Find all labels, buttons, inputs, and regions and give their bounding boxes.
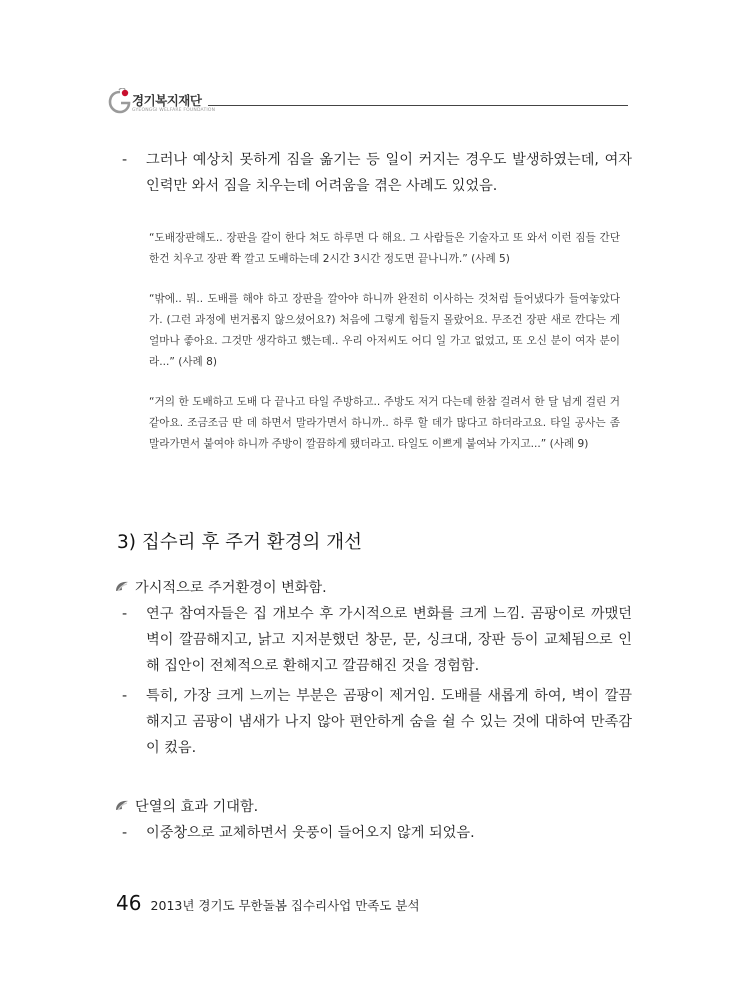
item-text: 특히, 가장 크게 느끼는 부분은 곰팡이 제거임. 도배를 새롭게 하여, 벽이 깔끔해지고 곰팡이 냄새가 나지 않아 편안하게 숨을 쉴 수 있는 것에 대하여 만족감이 컸음. <box>146 688 632 756</box>
dash-marker: - <box>122 688 128 704</box>
quote-text: “도배장판해도.. 장판을 갈이 한다 쳐도 하루면 다 해요. 그 사람들은 기술자고 또 와서 이런 짐들 간단한건 치우고 장판 쫙 깔고 도배하는데 2시간 3시간 정도면 끝나니까.” (사례 5) <box>149 232 620 265</box>
bullet-text: 단열의 효과 기대함. <box>135 799 259 815</box>
page-number: 46 <box>116 891 142 915</box>
page-footer <box>116 891 420 915</box>
item-text: 이중창으로 교체하면서 웃풍이 들어오지 않게 되었음. <box>146 825 475 841</box>
intro-list-item <box>122 147 632 199</box>
item-text: 연구 참여자들은 집 개보수 후 가시적으로 변화를 크게 느낌. 곰팡이로 까맸던 벽이 깔끔해지고, 낡고 지저분했던 창문, 문, 싱크대, 장판 등이 교체됨으로 인해 집안이 전체적으로 환해지고 깔끔해진 것을 경험함. <box>146 606 632 674</box>
bullet-text: 가시적으로 주거환경이 변화함. <box>135 580 327 596</box>
dash-marker: - <box>122 606 128 622</box>
interview-quote-1 <box>149 228 620 270</box>
bullet-heading-2 <box>114 794 258 820</box>
interview-quote-3 <box>149 392 620 455</box>
section-title: 3) 집수리 후 주거 환경의 개선 <box>117 532 362 553</box>
org-subtitle: GYEONGGI WELFARE FOUNDATION <box>132 108 216 113</box>
quote-text: “밖에.. 뭐.. 도배를 해야 하고 장판을 깔아야 하니까 완전히 이사하는 것처럼 들어냈다가 들여놓았다가. (그런 과정에 번거롭지 않으셨어요?) 처음에 그렇게 힘들지 몰랐어요. 무조건 장판 새로 깐다는 게 얼마나 좋아요. 그것만 생각하고 했는데.. 우리 아저씨도 어디 일 가고 없었고, 또 오신 분이 여자 분이라...” (사례 8) <box>149 293 620 368</box>
page-header <box>108 88 628 122</box>
intro-text: 그러나 예상치 못하게 짐을 옮기는 등 일이 커지는 경우도 발생하였는데, 여자 인력만 와서 짐을 치우는데 어려움을 겪은 사례도 있었음. <box>146 152 632 194</box>
foundation-logo-icon <box>108 88 132 114</box>
bullet-heading-1 <box>114 575 327 601</box>
interview-quote-2 <box>149 289 620 373</box>
dash-marker: - <box>122 825 128 841</box>
org-name: 경기복지재단 <box>132 93 202 108</box>
bullet-swirl-icon <box>114 579 130 593</box>
bullet-1-item-1 <box>122 601 632 679</box>
header-divider <box>208 105 628 106</box>
report-title: 2013년 경기도 무한돌봄 집수리사업 만족도 분석 <box>150 898 420 913</box>
bullet-swirl-icon <box>114 798 130 812</box>
dash-marker: - <box>122 152 128 168</box>
quote-text: “거의 한 도배하고 도배 다 끝나고 타일 주방하고.. 주방도 저거 다는데 한참 걸려서 한 달 넘게 걸린 거 같아요. 조금조금 딴 데 하면서 말라가면서 하니까.. 하루 할 데가 많다고 하더라고요. 타일 공사는 좀 말라가면서 붙여야 하니까 주방이 깔끔하게 됐더라고. 타일도 이쁘게 붙여놔 가지고...” (사례 9) <box>149 396 620 450</box>
bullet-1-item-2 <box>122 683 632 761</box>
bullet-2-item-1 <box>122 820 632 846</box>
